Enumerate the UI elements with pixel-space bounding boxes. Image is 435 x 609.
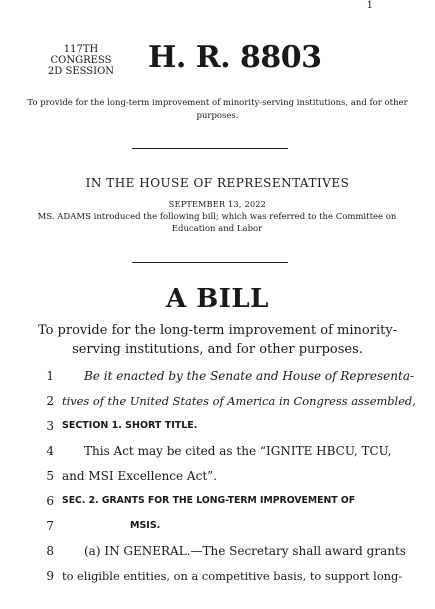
line-number: 8 — [46, 544, 54, 558]
session-label: 2D SESSION — [47, 66, 115, 77]
divider-rule — [132, 262, 288, 263]
bill-line — [0, 419, 435, 439]
line-text: This Act may be cited as the “IGNITE HBCU, TCU, — [84, 444, 392, 458]
bill-line — [0, 494, 435, 514]
chamber-heading: IN THE HOUSE OF REPRESENTATIVES — [85, 176, 350, 190]
bill-line — [0, 394, 435, 414]
bill-line — [0, 469, 435, 489]
long-title: To provide for the long-term improvement of minority-serving institutions, and for other purposes. — [37, 323, 398, 357]
bill-line — [0, 369, 435, 389]
line-number: 5 — [46, 469, 54, 483]
congress-session — [38, 44, 124, 77]
line-number: 4 — [46, 444, 54, 458]
section-heading-continued: MSIS. — [130, 520, 161, 531]
introduction-statement: MS. ADAMS introduced the following bill; which was referred to the Committee on Education and Labor — [37, 212, 397, 234]
page-number: 1 — [366, 0, 373, 11]
congress-label: 117TH CONGRESS — [50, 44, 112, 66]
line-number: 2 — [46, 394, 54, 408]
bill-line — [0, 444, 435, 464]
line-text: (a) IN GENERAL.—The Secretary shall award grants — [84, 544, 406, 558]
line-number: 9 — [46, 569, 54, 583]
line-text: to eligible entities, on a competitive basis, to support long- — [62, 569, 403, 583]
line-number: 3 — [46, 419, 54, 433]
line-text: and MSI Excellence Act”. — [62, 469, 218, 483]
line-number: 6 — [46, 494, 54, 508]
bill-line — [0, 519, 435, 539]
line-number: 7 — [46, 519, 54, 533]
section-heading: SEC. 2. GRANTS FOR THE LONG-TERM IMPROVEMENT OF — [62, 495, 356, 506]
line-number: 1 — [46, 369, 54, 383]
bill-number: H. R. 8803 — [148, 40, 322, 75]
bill-line — [0, 569, 435, 589]
divider-rule — [132, 148, 288, 149]
bill-title: A BILL — [166, 284, 269, 314]
bill-line — [0, 544, 435, 564]
line-text: Be it enacted by the Senate and House of Representa- — [84, 369, 415, 383]
section-heading: SECTION 1. SHORT TITLE. — [62, 420, 198, 431]
introduction-date: SEPTEMBER 13, 2022 — [168, 200, 267, 209]
short-purpose: To provide for the long-term improvement of minority-serving institutions, and for other purposes. — [27, 98, 408, 121]
line-text: tives of the United States of America in Congress assembled, — [62, 394, 416, 408]
